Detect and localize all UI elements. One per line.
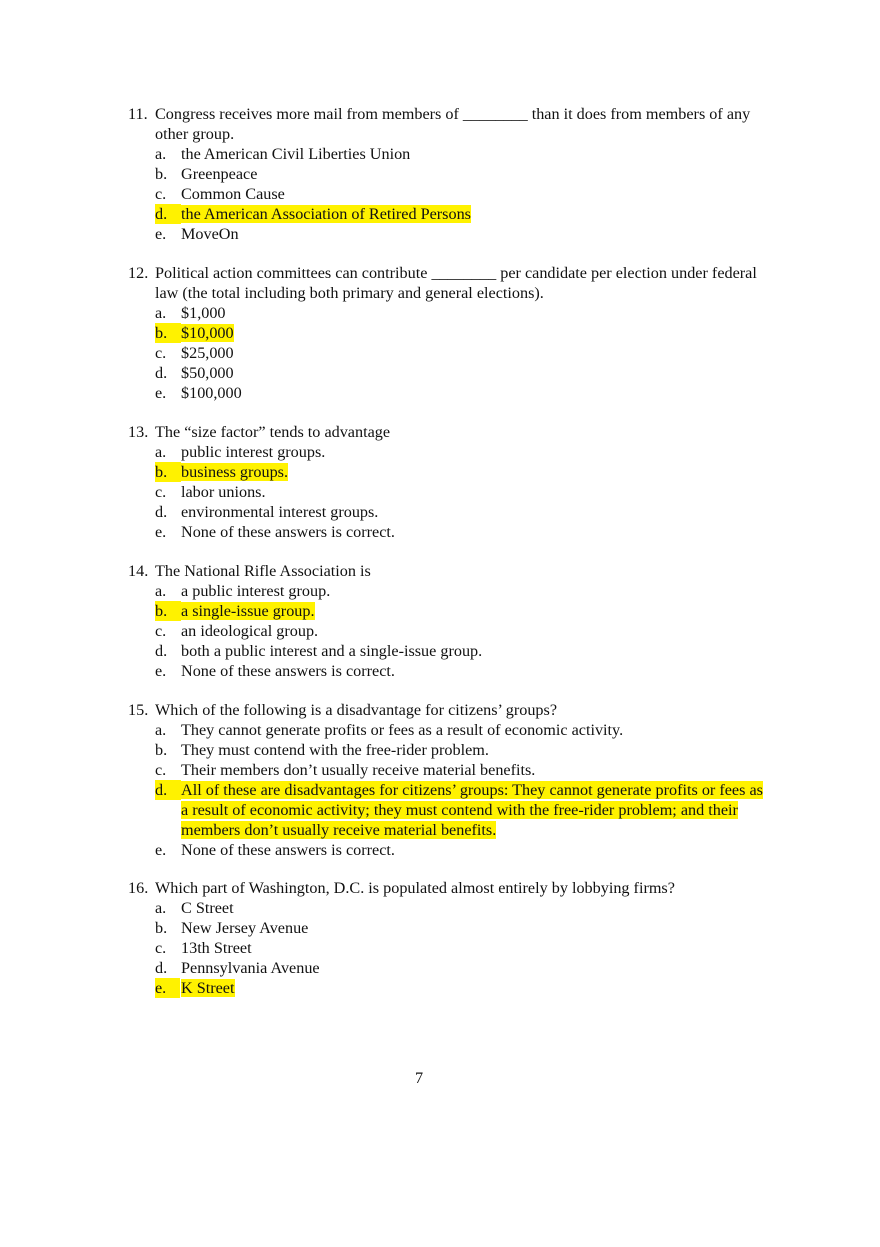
question-text: Which part of Washington, D.C. is populated almost entirely by lobbying firms? [155, 879, 675, 897]
option-e [128, 522, 768, 542]
option-c [128, 184, 768, 204]
option-text: C Street [181, 899, 234, 917]
option-letter: c. [155, 761, 167, 779]
option-b [128, 918, 768, 938]
question-text: Political action committees can contribute ________ per candidate per election under federal law (the total including both primary and general elections). [155, 264, 757, 302]
option-d [128, 641, 768, 661]
option-d-highlighted [128, 780, 768, 840]
option-text: Their members don’t usually receive material benefits. [181, 761, 536, 779]
question-stem [128, 263, 768, 303]
question-text: Congress receives more mail from members of ________ than it does from members of any other group. [155, 105, 751, 143]
answer-options [128, 303, 768, 403]
option-text: New Jersey Avenue [181, 919, 309, 937]
option-text: All of these are disadvantages for citizens’ groups: They cannot generate profits or fees as a result of economic activity; they must contend with the free-rider problem; and their members don’t usually receive material benefits. [181, 781, 763, 839]
answer-options [128, 898, 768, 998]
question-number: 15. [128, 701, 149, 719]
option-text: Common Cause [181, 185, 285, 203]
option-text: both a public interest and a single-issue group. [181, 642, 483, 660]
option-text: $25,000 [181, 344, 234, 362]
question-text: The “size factor” tends to advantage [155, 423, 391, 441]
question-stem [128, 878, 768, 898]
option-text: $50,000 [181, 364, 234, 382]
option-c [128, 343, 768, 363]
question-14 [128, 561, 768, 681]
option-letter: d. [155, 364, 168, 382]
option-text: public interest groups. [181, 443, 326, 461]
option-text: business groups. [181, 463, 289, 481]
answer-options [128, 581, 768, 681]
option-letter: d. [155, 780, 181, 800]
option-b [128, 740, 768, 760]
option-b-highlighted [128, 601, 768, 621]
option-letter: e. [155, 662, 167, 680]
option-letter: d. [155, 642, 168, 660]
option-letter: e. [155, 841, 167, 859]
option-letter: b. [155, 601, 181, 621]
option-d [128, 958, 768, 978]
option-letter: c. [155, 483, 167, 501]
option-text: labor unions. [181, 483, 266, 501]
option-d [128, 363, 768, 383]
option-text: None of these answers is correct. [181, 662, 395, 680]
option-text: 13th Street [181, 939, 252, 957]
option-a [128, 442, 768, 462]
option-letter: d. [155, 204, 181, 224]
question-number: 13. [128, 423, 149, 441]
question-12 [128, 263, 768, 403]
option-text: Pennsylvania Avenue [181, 959, 320, 977]
option-b [128, 164, 768, 184]
option-text: K Street [181, 979, 235, 997]
option-text: None of these answers is correct. [181, 523, 395, 541]
option-b-highlighted [128, 462, 768, 482]
question-11 [128, 104, 768, 244]
question-text: The National Rifle Association is [155, 562, 371, 580]
answer-options [128, 144, 768, 244]
option-text: They must contend with the free-rider problem. [181, 741, 489, 759]
option-letter: c. [155, 939, 167, 957]
option-letter: a. [155, 582, 167, 600]
option-c [128, 760, 768, 780]
option-a [128, 144, 768, 164]
question-15 [128, 700, 768, 860]
option-text: None of these answers is correct. [181, 841, 395, 859]
option-letter: d. [155, 503, 168, 521]
question-stem [128, 422, 768, 442]
option-text: MoveOn [181, 225, 239, 243]
option-text: $1,000 [181, 304, 226, 322]
option-text: the American Civil Liberties Union [181, 145, 411, 163]
option-text: $10,000 [181, 324, 234, 342]
option-letter: e. [155, 978, 180, 998]
option-c [128, 621, 768, 641]
option-letter: a. [155, 145, 167, 163]
option-letter: c. [155, 622, 167, 640]
option-text: $100,000 [181, 384, 242, 402]
question-text: Which of the following is a disadvantage for citizens’ groups? [155, 701, 558, 719]
option-e [128, 383, 768, 403]
option-c [128, 482, 768, 502]
option-letter: e. [155, 225, 167, 243]
option-a [128, 898, 768, 918]
question-16 [128, 878, 768, 998]
option-text: a single-issue group. [181, 602, 315, 620]
question-number: 11. [128, 105, 148, 123]
option-letter: e. [155, 384, 167, 402]
option-letter: e. [155, 523, 167, 541]
question-stem [128, 561, 768, 581]
option-text: environmental interest groups. [181, 503, 379, 521]
option-d [128, 502, 768, 522]
option-text: a public interest group. [181, 582, 331, 600]
option-text: They cannot generate profits or fees as a result of economic activity. [181, 721, 624, 739]
question-stem [128, 104, 768, 144]
question-number: 12. [128, 264, 149, 282]
question-stem [128, 700, 768, 720]
option-letter: b. [155, 919, 168, 937]
page-number: 7 [414, 1069, 424, 1087]
option-letter: a. [155, 443, 167, 461]
option-letter: a. [155, 304, 167, 322]
option-text: an ideological group. [181, 622, 319, 640]
option-b-highlighted [128, 323, 768, 343]
option-e-highlighted [128, 978, 768, 998]
question-13 [128, 422, 768, 542]
option-e [128, 840, 768, 860]
option-e [128, 224, 768, 244]
option-a [128, 581, 768, 601]
question-number: 14. [128, 562, 149, 580]
option-letter: b. [155, 165, 168, 183]
option-letter: c. [155, 185, 167, 203]
option-text: the American Association of Retired Persons [181, 205, 471, 223]
option-letter: a. [155, 721, 167, 739]
option-letter: b. [155, 462, 181, 482]
answer-options [128, 442, 768, 542]
option-letter: c. [155, 344, 167, 362]
option-c [128, 938, 768, 958]
question-number: 16. [128, 879, 149, 897]
answer-options [128, 720, 768, 860]
option-e [128, 661, 768, 681]
option-letter: d. [155, 959, 168, 977]
option-letter: a. [155, 899, 167, 917]
option-letter: b. [155, 741, 168, 759]
option-text: Greenpeace [181, 165, 258, 183]
option-a [128, 720, 768, 740]
option-letter: b. [155, 323, 181, 343]
option-a [128, 303, 768, 323]
option-d-highlighted [128, 204, 768, 224]
